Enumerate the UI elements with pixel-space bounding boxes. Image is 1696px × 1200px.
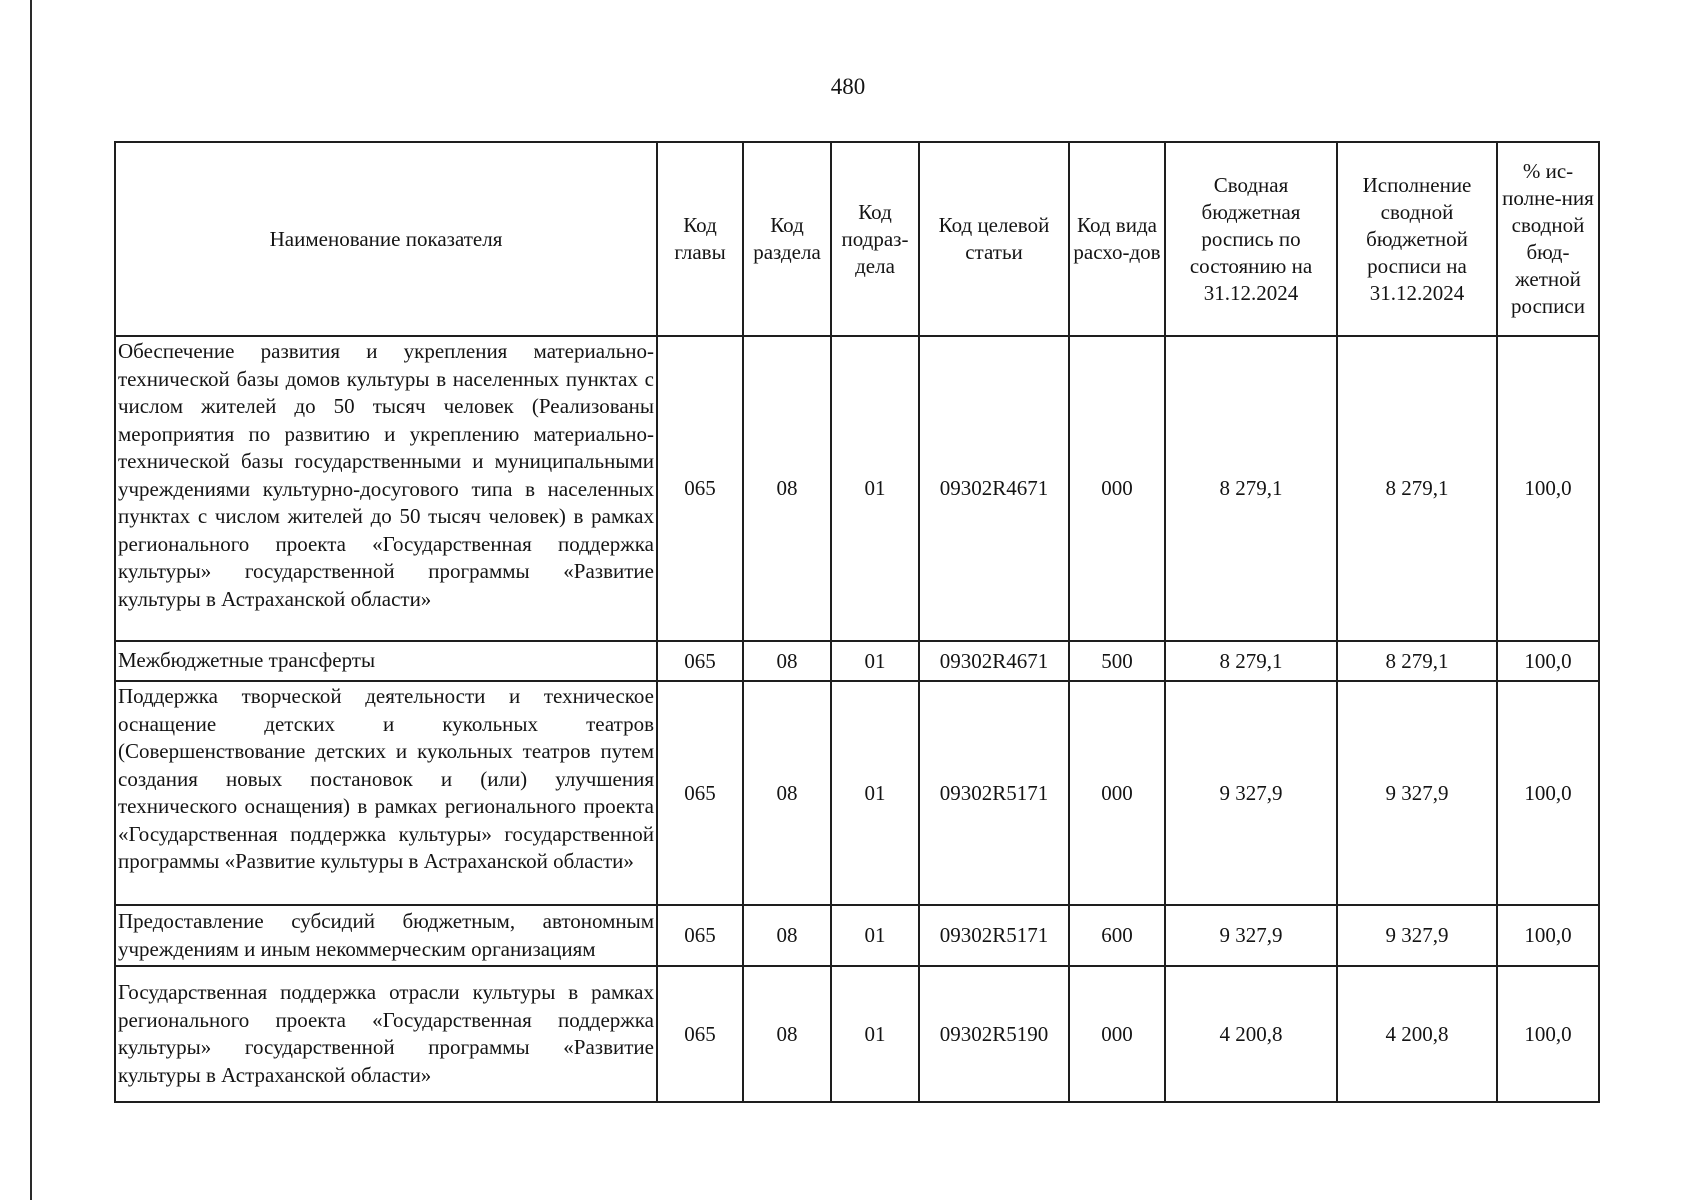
row-section-code: 08 (743, 905, 831, 966)
row-name: Предоставление субсидий бюджетным, автономным учреждениям и иным некоммерческим организациям (115, 905, 657, 966)
header-expense-type-code: Код вида расхо-дов (1069, 142, 1165, 336)
header-chapter-code: Код главы (657, 142, 743, 336)
header-subsection-code: Код подраз-дела (831, 142, 919, 336)
row-planned-value: 4 200,8 (1165, 966, 1337, 1102)
row-chapter-code: 065 (657, 681, 743, 905)
row-chapter-code: 065 (657, 336, 743, 641)
header-execution-percent: % ис-полне-ния сводной бюд-жетной росписи (1497, 142, 1599, 336)
table-row (115, 681, 1599, 905)
row-name: Обеспечение развития и укрепления материально-технической базы домов культуры в населенных пунктах с числом жителей до 50 тысяч человек (Реализованы мероприятия по развитию и укреплению материально-технической базы государственными и муниципальными учреждениями культурно-досугового типа в населенных пунктах с числом жителей до 50 тысяч человек) в рамках регионального проекта «Государственная поддержка культуры» государственной программы «Развитие культуры в Астраханской области» (115, 336, 657, 641)
row-planned-value: 8 279,1 (1165, 641, 1337, 681)
row-executed-value: 8 279,1 (1337, 641, 1497, 681)
header-target-article-code: Код целевой статьи (919, 142, 1069, 336)
row-executed-value: 9 327,9 (1337, 905, 1497, 966)
row-executed-value: 8 279,1 (1337, 336, 1497, 641)
row-expense-type-code: 000 (1069, 966, 1165, 1102)
row-section-code: 08 (743, 966, 831, 1102)
row-subsection-code: 01 (831, 336, 919, 641)
row-percent-value: 100,0 (1497, 681, 1599, 905)
row-target-article-code: 09302R5190 (919, 966, 1069, 1102)
row-percent-value: 100,0 (1497, 966, 1599, 1102)
table-row (115, 336, 1599, 641)
row-subsection-code: 01 (831, 905, 919, 966)
row-target-article-code: 09302R5171 (919, 905, 1069, 966)
row-section-code: 08 (743, 681, 831, 905)
row-executed-value: 4 200,8 (1337, 966, 1497, 1102)
row-target-article-code: 09302R4671 (919, 641, 1069, 681)
row-section-code: 08 (743, 336, 831, 641)
row-target-article-code: 09302R4671 (919, 336, 1069, 641)
row-planned-value: 9 327,9 (1165, 905, 1337, 966)
row-percent-value: 100,0 (1497, 641, 1599, 681)
budget-execution-table (114, 141, 1600, 1103)
row-expense-type-code: 600 (1069, 905, 1165, 966)
table-row (115, 641, 1599, 681)
row-name: Поддержка творческой деятельности и техническое оснащение детских и кукольных театров (Совершенствование детских и кукольных театров путем создания новых постановок и (или) улучшения технического оснащения) в рамках регионального проекта «Государственная поддержка культуры» государственной программы «Развитие культуры в Астраханской области» (115, 681, 657, 905)
row-subsection-code: 01 (831, 681, 919, 905)
row-subsection-code: 01 (831, 641, 919, 681)
row-name: Межбюджетные трансферты (115, 641, 657, 681)
table-row (115, 905, 1599, 966)
row-planned-value: 8 279,1 (1165, 336, 1337, 641)
header-executed-budget: Исполнение сводной бюджетной росписи на 31.12.2024 (1337, 142, 1497, 336)
row-executed-value: 9 327,9 (1337, 681, 1497, 905)
row-expense-type-code: 000 (1069, 336, 1165, 641)
row-subsection-code: 01 (831, 966, 919, 1102)
row-chapter-code: 065 (657, 905, 743, 966)
table-row (115, 966, 1599, 1102)
row-planned-value: 9 327,9 (1165, 681, 1337, 905)
row-percent-value: 100,0 (1497, 905, 1599, 966)
page-number: 480 (830, 74, 866, 99)
header-planned-budget: Сводная бюджетная роспись по состоянию на 31.12.2024 (1165, 142, 1337, 336)
table-header-row (115, 142, 1599, 336)
row-name: Государственная поддержка отрасли культуры в рамках регионального проекта «Государственная поддержка культуры» государственной программы «Развитие культуры в Астраханской области» (115, 966, 657, 1102)
header-section-code: Код раздела (743, 142, 831, 336)
row-section-code: 08 (743, 641, 831, 681)
row-expense-type-code: 000 (1069, 681, 1165, 905)
row-chapter-code: 065 (657, 641, 743, 681)
header-indicator-name: Наименование показателя (115, 142, 657, 336)
row-chapter-code: 065 (657, 966, 743, 1102)
row-target-article-code: 09302R5171 (919, 681, 1069, 905)
row-expense-type-code: 500 (1069, 641, 1165, 681)
row-percent-value: 100,0 (1497, 336, 1599, 641)
scan-edge-line (30, 0, 32, 1200)
